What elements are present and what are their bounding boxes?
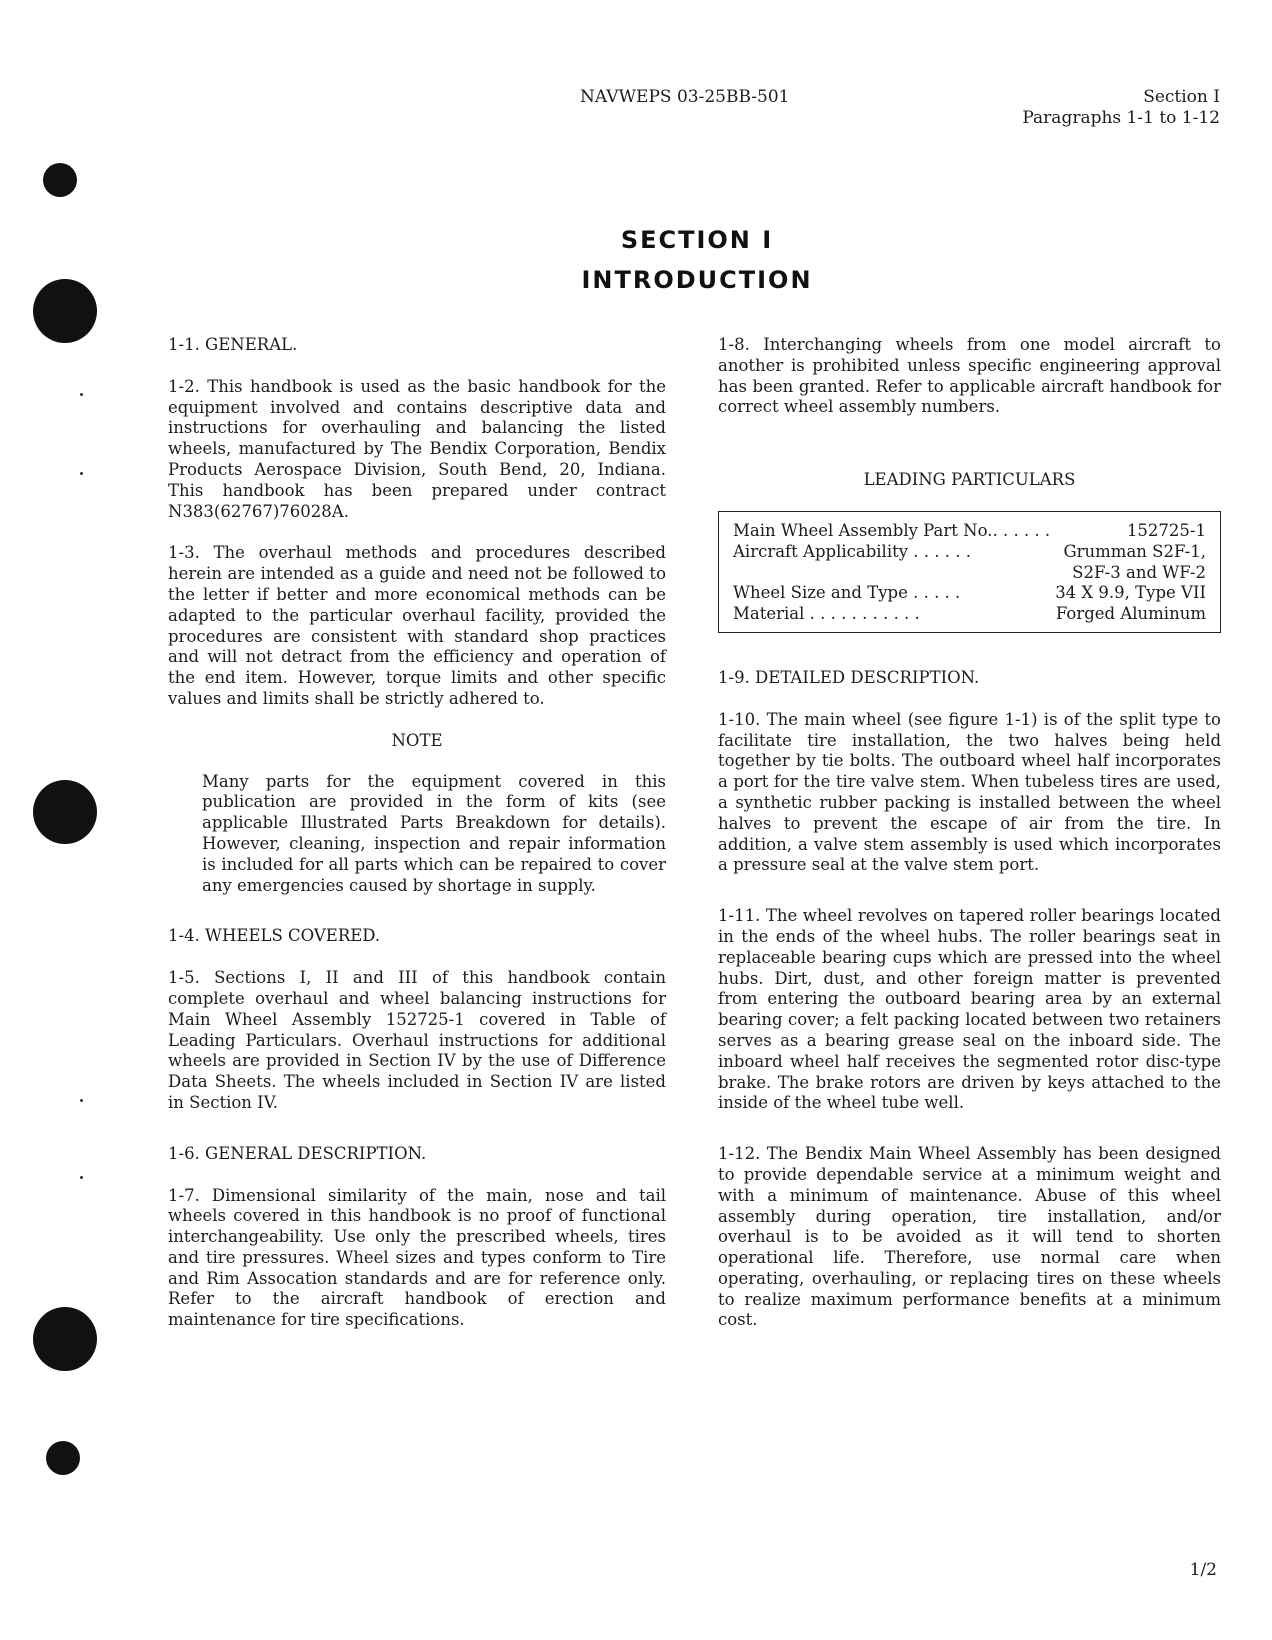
- row-label: Wheel Size and Type . . . . .: [733, 583, 961, 603]
- table-row: [733, 521, 1206, 542]
- table-row: [733, 583, 1206, 604]
- binder-hole: [46, 1441, 80, 1475]
- heading-general: 1-1. GENERAL.: [168, 335, 298, 354]
- heading-detailed-description: 1-9. DETAILED DESCRIPTION.: [718, 667, 980, 687]
- paragraph-1-7: 1-7. Dimensional similarity of the main, nose and tail wheels covered in this handbook is no proof of functional interchangeability. Use only the prescribed wheels, tires and tire pressures. Wheel sizes and types conform to Tire and Rim Assocation standards and are for reference only. Refer to the aircraft handbook of erection and maintenance for tire specifications.: [168, 1185, 666, 1330]
- paragraph-1-12: 1-12. The Bendix Main Wheel Assembly has been designed to provide dependable service at a minimum weight and with a minimum of maintenance. Abuse of this wheel assembly during operation, tire installation, and/or overhaul is to be avoided as it will tend to shorten operational life. Therefore, use normal care when operating, overhauling, or replacing tires on these wheels to realize maximum performance benefits at a minimum cost.: [718, 1144, 1221, 1330]
- section-title: SECTION I: [620, 226, 774, 254]
- scan-speck: [80, 1176, 83, 1179]
- paragraph-1-3: 1-3. The overhaul methods and procedures described herein are intended as a guide and need not be followed to the letter if better and more economical methods can be adapted to the particular overhaul facility, provided the procedures are consistent with standard shop practices and will not detract from the efficiency and operation of the end item. However, torque limits and other specific values and limits shall be strictly adhered to.: [168, 543, 666, 708]
- row-value: 152725-1: [1126, 520, 1206, 540]
- section-label: Section I: [1143, 87, 1220, 107]
- page-number: 1/2: [1189, 1560, 1217, 1580]
- row-label: Main Wheel Assembly Part No.. . . . . .: [733, 520, 1051, 540]
- paragraph-1-10: 1-10. The main wheel (see figure 1-1) is of the split type to facilitate tire installation, the two halves being held together by tie bolts. The outboard wheel half incorporates a port for the tire valve stem. When tubeless tires are used, a synthetic rubber packing is installed between the wheel halves to prevent the escape of air from the tire. In addition, a valve stem assembly is used which incorporates a pressure seal at the valve stem port.: [718, 709, 1221, 875]
- scan-speck: [80, 472, 83, 475]
- table-row: [733, 542, 1206, 563]
- binder-hole: [43, 163, 77, 197]
- row-value-continued: S2F-3 and WF-2: [1072, 562, 1206, 582]
- leading-particulars-title: LEADING PARTICULARS: [863, 470, 1076, 490]
- row-label: Aircraft Applicability . . . . . .: [733, 541, 971, 561]
- row-value: 34 X 9.9, Type VII: [1055, 583, 1206, 603]
- note-label: NOTE: [391, 730, 443, 750]
- scan-speck: [80, 1099, 83, 1102]
- note-text: Many parts for the equipment covered in this publication are provided in the form of kits (see applicable Illustrated Parts Breakdown for details). However, cleaning, inspection and repair information is included for all parts which can be repaired to cover any emergencies caused by shortage in supply.: [202, 771, 666, 895]
- paragraphs-range: Paragraphs 1-1 to 1-12: [1022, 108, 1220, 128]
- document-number: NAVWEPS 03-25BB-501: [580, 87, 790, 107]
- row-label: Material . . . . . . . . . . .: [733, 604, 920, 624]
- row-value: Grumman S2F-1,: [1063, 541, 1206, 561]
- paragraph-1-11: 1-11. The wheel revolves on tapered roller bearings located in the ends of the wheel hubs. The roller bearings seat in replaceable bearing cups which are pressed into the wheel hubs. Dirt, dust, and other foreign matter is prevented from entering the outboard bearing area by an external bearing cover; a felt packing located between two retainers serves as a bearing grease seal on the inboard side. The inboard wheel half receives the segmented rotor disc-type brake. The brake rotors are driven by keys attached to the inside of the wheel tube well.: [718, 906, 1221, 1113]
- binder-hole: [33, 780, 97, 844]
- section-subtitle: INTRODUCTION: [581, 266, 813, 294]
- binder-hole: [33, 1307, 97, 1371]
- leading-particulars-table: [718, 511, 1221, 633]
- scan-speck: [80, 393, 83, 396]
- table-row: [733, 604, 1206, 625]
- paragraph-1-8: 1-8. Interchanging wheels from one model aircraft to another is prohibited unless specific engineering approval has been granted. Refer to applicable aircraft handbook for correct wheel assembly numbers.: [718, 335, 1221, 417]
- heading-wheels-covered: 1-4. WHEELS COVERED.: [168, 926, 381, 946]
- left-column: [168, 335, 666, 1352]
- right-column: [718, 335, 1221, 1352]
- row-value: Forged Aluminum: [1055, 604, 1206, 624]
- paragraph-1-2: 1-2. This handbook is used as the basic handbook for the equipment involved and contains descriptive data and instructions for overhauling and balancing the listed wheels, manufactured by The Bendix Corporation, Bendix Products Aerospace Division, South Bend, 20, Indiana. This handbook has been prepared under contract N383(62767)76028A.: [168, 376, 666, 521]
- section-reference: [1022, 87, 1220, 129]
- heading-general-description: 1-6. GENERAL DESCRIPTION.: [168, 1143, 427, 1163]
- paragraph-1-5: 1-5. Sections I, II and III of this handbook contain complete overhaul and wheel balancing instructions for Main Wheel Assembly 152725-1 covered in Table of Leading Particulars. Overhaul instructions for additional wheels are provided in Section IV by the use of Difference Data Sheets. The wheels included in Section IV are listed in Section IV.: [168, 968, 666, 1112]
